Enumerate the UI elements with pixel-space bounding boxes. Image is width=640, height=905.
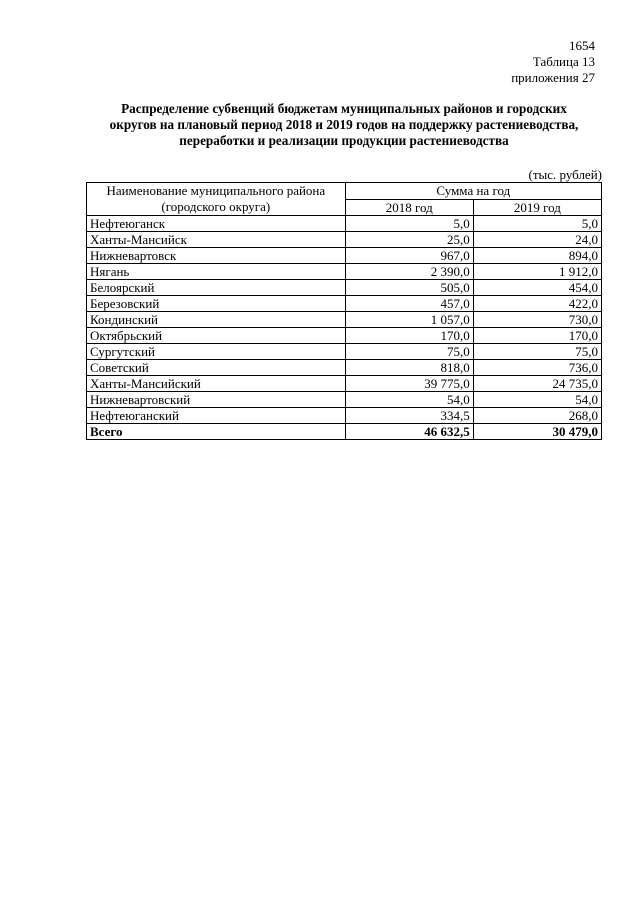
table-row [87,408,602,424]
value-2018: 818,0 [345,360,473,376]
value-2019: 170,0 [473,328,601,344]
table-body [87,216,602,440]
municipality-name: Березовский [87,296,346,312]
municipality-name: Октябрьский [87,328,346,344]
total-label: Всего [87,424,346,440]
value-2018: 170,0 [345,328,473,344]
value-2018: 54,0 [345,392,473,408]
value-2018: 75,0 [345,344,473,360]
table-row [87,248,602,264]
value-2018: 334,5 [345,408,473,424]
table-row [87,312,602,328]
header-2019: 2019 год [473,199,601,216]
value-2019: 54,0 [473,392,601,408]
municipality-name: Советский [87,360,346,376]
municipality-name: Кондинский [87,312,346,328]
value-2019: 75,0 [473,344,601,360]
table-row [87,296,602,312]
value-2018: 967,0 [345,248,473,264]
value-2019: 736,0 [473,360,601,376]
value-2018: 39 775,0 [345,376,473,392]
table-reference [511,54,595,86]
table-row [87,376,602,392]
units-label: (тыс. рублей) [528,167,602,182]
header-sum-per-year: Сумма на год [345,183,601,200]
value-2019: 268,0 [473,408,601,424]
header-2018: 2018 год [345,199,473,216]
value-2018: 457,0 [345,296,473,312]
value-2019: 1 912,0 [473,264,601,280]
municipality-name: Нефтеюганский [87,408,346,424]
value-2019: 422,0 [473,296,601,312]
value-2019: 24,0 [473,232,601,248]
table-row [87,232,602,248]
value-2019: 24 735,0 [473,376,601,392]
value-2018: 505,0 [345,280,473,296]
page-number: 1654 [569,38,595,53]
municipality-name: Белоярский [87,280,346,296]
total-2019: 30 479,0 [473,424,601,440]
title-line-1: Распределение субвенций бюджетам муниципальных районов и городских [121,101,567,116]
table-row [87,392,602,408]
value-2019: 454,0 [473,280,601,296]
municipality-name: Ханты-Мансийск [87,232,346,248]
municipality-name: Нефтеюганск [87,216,346,232]
value-2019: 730,0 [473,312,601,328]
header-municipality-line-1: Наименование муниципального района [106,183,326,198]
table-row [87,344,602,360]
header-municipality [87,183,346,216]
appendix-label: приложения 27 [511,70,595,85]
municipality-name: Нижневартовский [87,392,346,408]
title-line-3: переработки и реализации продукции растениеводства [179,133,509,148]
value-2018: 2 390,0 [345,264,473,280]
title-line-2: округов на плановый период 2018 и 2019 годов на поддержку растениеводства, [109,117,579,132]
value-2018: 5,0 [345,216,473,232]
municipality-name: Сургутский [87,344,346,360]
table-label: Таблица 13 [532,54,595,69]
total-2018: 46 632,5 [345,424,473,440]
document-title [84,101,604,149]
table-row [87,280,602,296]
table-row [87,264,602,280]
municipality-name: Нягань [87,264,346,280]
subvention-table [86,182,602,440]
table-row [87,328,602,344]
value-2019: 5,0 [473,216,601,232]
municipality-name: Ханты-Мансийский [87,376,346,392]
municipality-name: Нижневартовск [87,248,346,264]
value-2018: 1 057,0 [345,312,473,328]
header-municipality-line-2: (городского округа) [161,199,271,214]
table-row [87,216,602,232]
value-2019: 894,0 [473,248,601,264]
value-2018: 25,0 [345,232,473,248]
total-row [87,424,602,440]
table-row [87,360,602,376]
